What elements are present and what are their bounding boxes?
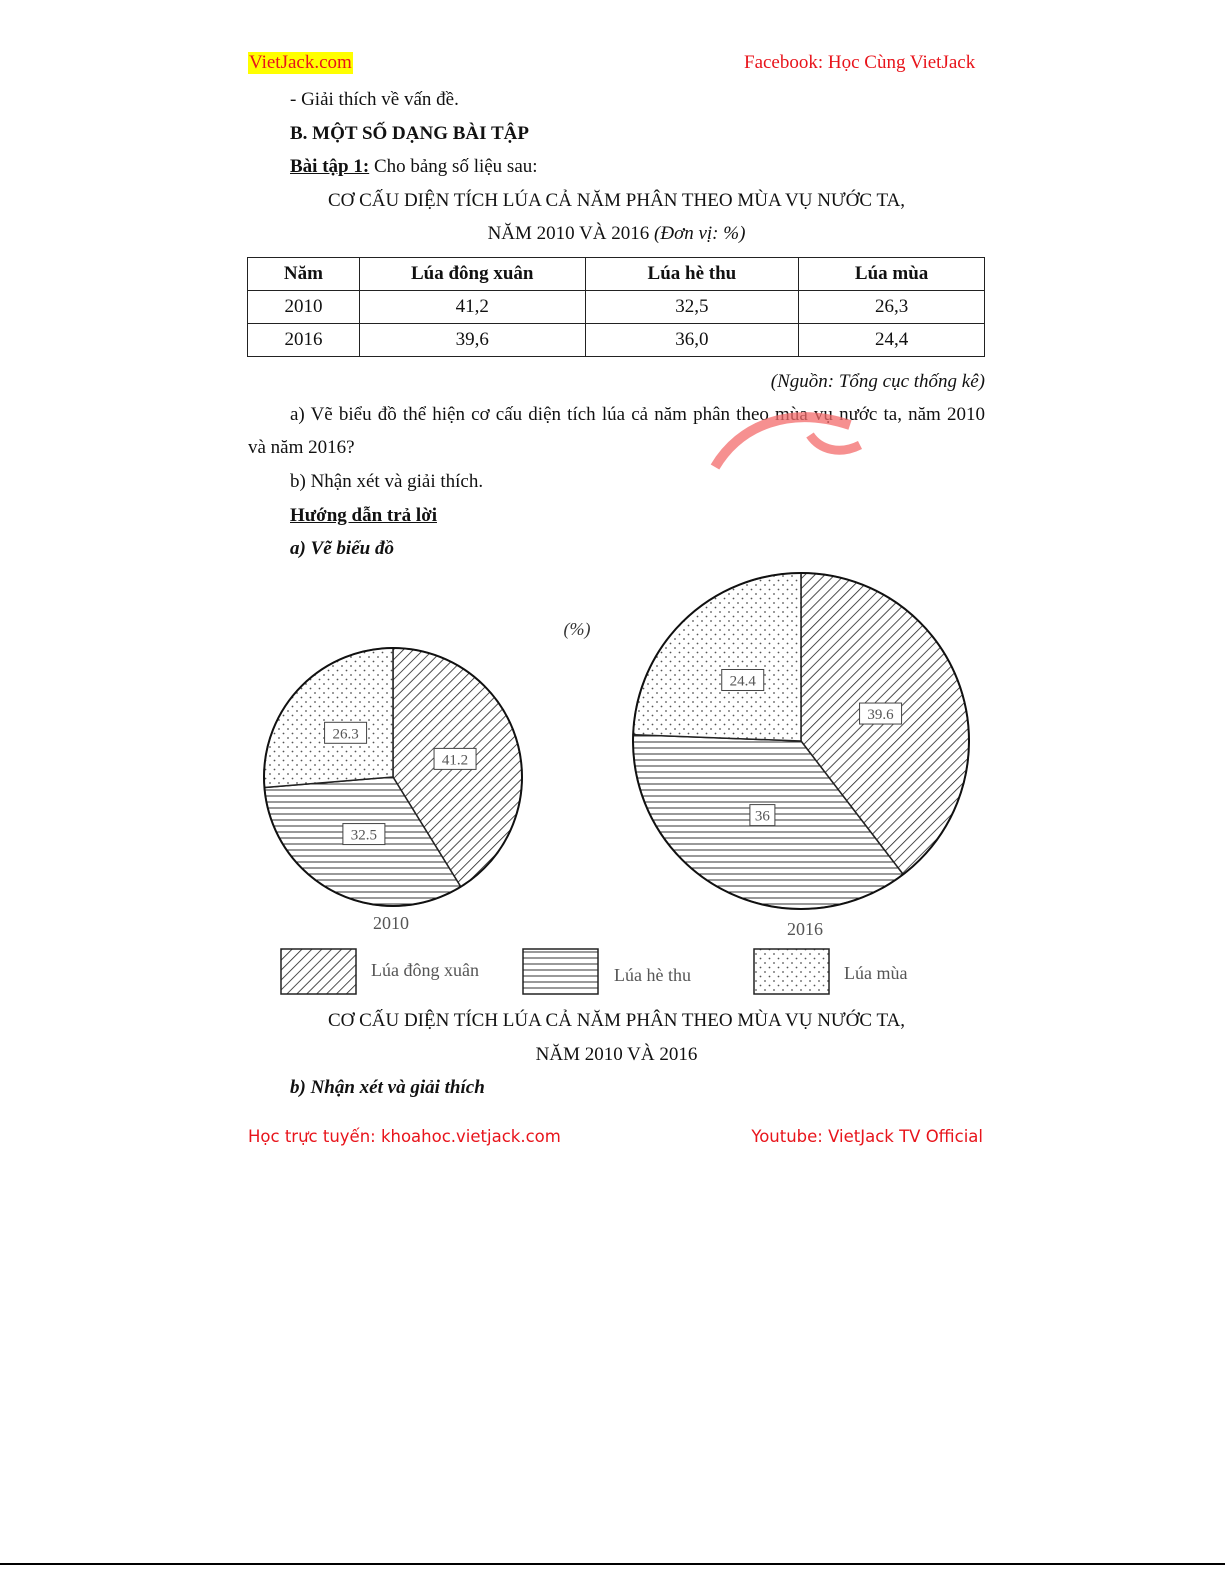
table-cell: 26,3 (799, 291, 985, 324)
table-row (248, 324, 985, 357)
question-b: b) Nhận xét và giải thích. (290, 471, 484, 492)
data-label: 32.5 (350, 827, 378, 844)
table-title-unit: (Đơn vị: %) (654, 223, 746, 244)
guide-title: Hướng dẫn trả lời (290, 505, 437, 526)
data-label: 41.2 (441, 752, 469, 769)
facebook-link[interactable]: Facebook: Học Cùng VietJack (744, 52, 976, 73)
section-title: B. MỘT SỐ DẠNG BÀI TẬP (290, 123, 529, 144)
exercise-label: Bài tập 1: (290, 156, 370, 177)
source-note: (Nguồn: Tổng cục thống kê) (770, 371, 985, 392)
table-row (248, 291, 985, 324)
pie-year-label: 2016 (787, 919, 823, 939)
data-table (247, 257, 985, 357)
pie-chart (250, 565, 990, 1005)
exercise-text: Cho bảng số liệu sau: (369, 156, 538, 177)
legend-swatch-he-thu (523, 949, 598, 994)
table-header: Lúa đông xuân (359, 258, 585, 291)
table-cell: 36,0 (585, 324, 799, 357)
site-name[interactable]: VietJack.com (249, 52, 352, 73)
slice-mua (633, 573, 801, 741)
table-title-main: NĂM 2010 VÀ 2016 (487, 223, 655, 244)
legend-label: Lúa mùa (844, 963, 908, 983)
table-title-line1: CƠ CẤU DIỆN TÍCH LÚA CẢ NĂM PHÂN THEO MÙA VỤ NƯỚC TA, (327, 190, 906, 211)
chart-title-line1: CƠ CẤU DIỆN TÍCH LÚA CẢ NĂM PHÂN THEO MÙA VỤ NƯỚC TA, (327, 1010, 906, 1031)
legend-swatch-mua (754, 949, 829, 994)
table-header-row (248, 258, 985, 291)
data-label: 24.4 (729, 673, 756, 690)
pie-year-label: 2010 (373, 913, 409, 933)
table-cell: 39,6 (359, 324, 585, 357)
question-a-line2: và năm 2016? (248, 437, 355, 458)
data-label: 36 (754, 808, 770, 825)
table-header: Lúa hè thu (585, 258, 799, 291)
data-label: 39.6 (867, 707, 894, 724)
table-cell: 2016 (248, 324, 360, 357)
intro-line: - Giải thích về vấn đề. (290, 89, 459, 110)
data-label: 26.3 (332, 726, 359, 743)
question-a-line1: a) Vẽ biểu đồ thể hiện cơ cấu diện tích lúa cả năm phân theo mùa vụ nước ta, năm 2010 (290, 404, 985, 425)
chart-unit-label: (%) (563, 619, 591, 639)
legend-label: Lúa hè thu (614, 965, 691, 985)
page-bottom-rule (0, 1563, 1225, 1565)
footer-youtube-link[interactable]: Youtube: VietJack TV Official (751, 1127, 983, 1146)
footer-course-link[interactable]: Học trực tuyến: khoahoc.vietjack.com (248, 1127, 561, 1146)
table-cell: 41,2 (359, 291, 585, 324)
table-header: Lúa mùa (799, 258, 985, 291)
legend-swatch-dong-xuan (281, 949, 356, 994)
legend-label: Lúa đông xuân (371, 960, 479, 980)
table-cell: 2010 (248, 291, 360, 324)
slice-mua (264, 648, 393, 788)
watermark-mark (700, 395, 870, 475)
part-b-title: b) Nhận xét và giải thích (290, 1077, 485, 1098)
table-header: Năm (248, 258, 360, 291)
part-a-title: a) Vẽ biểu đồ (290, 538, 394, 559)
chart-title-line2: NĂM 2010 VÀ 2016 (535, 1044, 698, 1065)
table-cell: 32,5 (585, 291, 799, 324)
table-cell: 24,4 (799, 324, 985, 357)
table-title-line2 (248, 222, 985, 246)
exercise-line (290, 155, 538, 179)
